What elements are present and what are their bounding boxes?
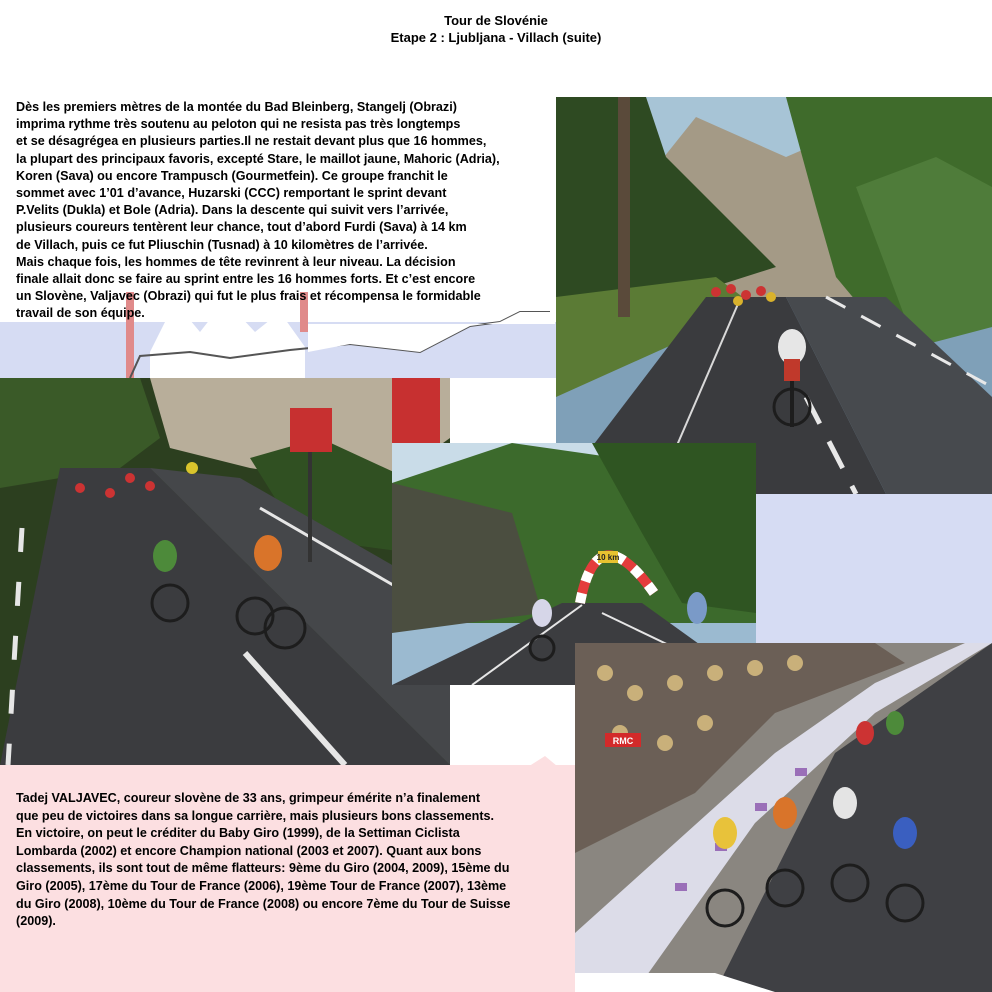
rider-bio-text: Tadej VALJAVEC, coureur slovène de 33 ans, grimpeur émérite n’a finalement que peu de victoires dans sa longue carrière, mais plusieurs bons classements. En victoire, on peut le créditer du Baby Giro (1999), de la Settiman Ciclista Lombarda (2002) et encore Champion national (2003 et 2007). Quant aux bons classements, ils sont tout de même flatteurs: 9ème du Giro (2004, 2009), 15ème du Giro (2005), 17ème du Tour de France (2006), 19ème Tour de France (2007), 13ème du Giro (2008), 10ème du Tour de France (2008) ou encore 7ème du Tour de Suisse (2009). [16,791,511,929]
stage-report-text: Dès les premiers mètres de la montée du Bad Bleinberg, Stangelj (Obrazi) imprima rythme très soutenu au peloton qui ne resista pas très longtemps et se désagrégea en plusieurs parties.Il ne restait devant plus que 16 hommes, la plupart des principaux favoris, excepté Stare, le maillot jaune, Mahoric (Adria), Koren (Sava) ou encore Trampusch (Gourmetfein). Ce groupe franchit le sommet avec 1’01 d’avance, Huzarski (CCC) remportant le sprint devant P.Velits (Dukla) et Bole (Adria). Dans la descente qui suivit vers l’arrivée, plusieurs coureurs tentèrent leur chance, tout d’abord Furdi (Sava) à 14 km de Villach, puis ce fut Pliuschin (Tusnad) à 10 kilomètres de l’arrivée. Mais chaque fois, les hommes de tête revinrent à leur niveau. La décision finale allait donc se faire au sprint entre les 16 hommes forts. Et c’est encore un Slovène, Valjavec (Obrazi) qui fut le plus frais et récompensa le formidable travail de son équipe. [16,100,500,321]
lavender-panel [756,494,992,644]
sprint-finish-photo [575,643,992,992]
climb-photo [556,97,992,494]
stage-title: Etape 2 : Ljubljana - Villach (suite) [390,30,602,45]
ten-km-sign-label: 10 km [596,553,620,562]
descent-photo [0,378,450,765]
bio-panel-notch [505,756,575,770]
race-title: Tour de Slovénie [444,13,548,28]
page-header [0,12,992,46]
rmc-barrier-sign: RMC [612,736,634,746]
